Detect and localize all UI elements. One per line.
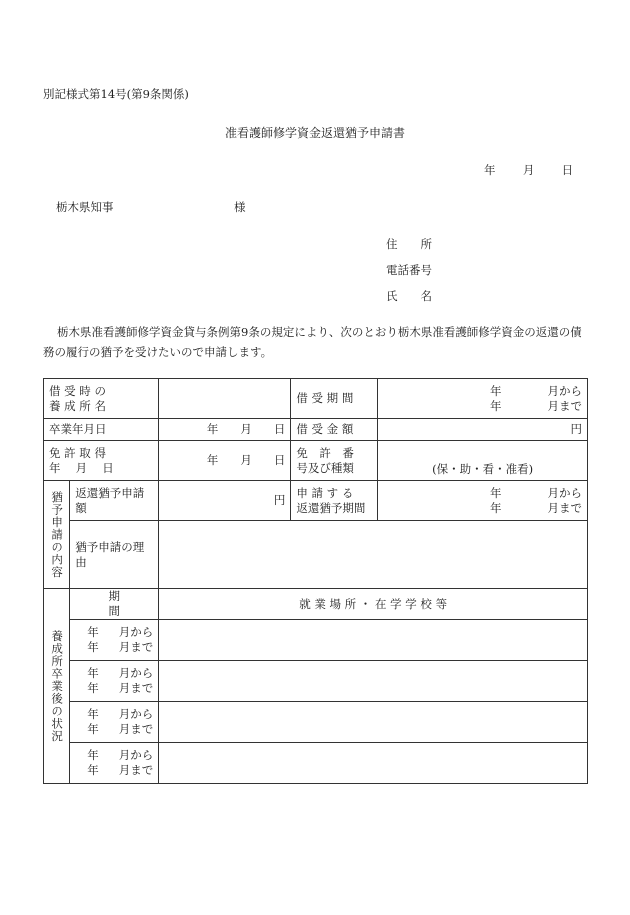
application-table [43, 378, 588, 784]
deferral-period-value[interactable]: 年 月から 年 月まで [378, 481, 588, 521]
deferral-section-label: 猶予申請の内容 [44, 481, 70, 589]
name-label: 氏 名 [386, 289, 432, 303]
graduation-date-label: 卒業年月日 [44, 419, 159, 441]
addressee: 栃木県知事 [56, 200, 114, 214]
period-header: 期 間 [70, 589, 159, 620]
graduation-date-value[interactable]: 年 月 日 [159, 419, 291, 441]
post-graduation-period[interactable]: 年 月から 年 月まで [70, 743, 159, 784]
post-graduation-period[interactable]: 年 月から 年 月まで [70, 661, 159, 702]
post-graduation-row [44, 743, 588, 784]
post-graduation-workplace[interactable] [159, 702, 588, 743]
post-graduation-row [44, 702, 588, 743]
date-month-label: 月 [522, 163, 535, 177]
deferral-amount-value[interactable]: 円 [159, 481, 291, 521]
deferral-period-label: 申 請 す る 返還猶予期間 [291, 481, 378, 521]
loan-amount-label: 借 受 金 額 [291, 419, 378, 441]
school-name-label: 借 受 時 の 養 成 所 名 [44, 379, 159, 419]
license-number-label: 免 許 番 号及び種類 [291, 441, 378, 481]
date-day-label: 日 [561, 163, 574, 177]
license-date-label: 免 許 取 得 年 月 日 [44, 441, 159, 481]
address-label: 住 所 [386, 237, 432, 251]
post-graduation-period[interactable]: 年 月から 年 月まで [70, 702, 159, 743]
date-year-label: 年 [484, 163, 496, 177]
loan-amount-value[interactable]: 円 [378, 419, 588, 441]
deferral-amount-label: 返還猶予申請額 [70, 481, 159, 521]
post-graduation-period[interactable]: 年 月から 年 月まで [70, 620, 159, 661]
post-graduation-row [44, 620, 588, 661]
phone-label: 電話番号 [386, 263, 432, 277]
form-title: 准看護師修学資金返還猶予申請書 [224, 126, 405, 140]
deferral-reason-label: 猶予申請の理由 [70, 521, 159, 589]
honorific: 様 [234, 200, 246, 214]
post-graduation-section-label: 養成所卒業後の状況 [44, 589, 70, 784]
post-graduation-workplace[interactable] [159, 743, 588, 784]
loan-period-label: 借 受 期 間 [291, 379, 378, 419]
license-date-value[interactable]: 年 月 日 [159, 441, 291, 481]
form-number: 別記様式第14号(第9条関係) [43, 87, 189, 101]
workplace-header: 就 業 場 所 ・ 在 学 学 校 等 [159, 589, 588, 620]
deferral-reason-value[interactable] [159, 521, 588, 589]
intro-text: 栃木県准看護師修学資金貸与条例第9条の規定により、次のとおり栃木県准看護師修学資金の返還の債務の履行の猶予を受けたいので申請します。 [43, 325, 582, 359]
post-graduation-workplace[interactable] [159, 620, 588, 661]
application-date [484, 162, 573, 178]
loan-period-value[interactable]: 年 月から 年 月まで [378, 379, 588, 419]
license-number-value[interactable]: (保・助・看・准看) [378, 441, 588, 481]
school-name-value[interactable] [159, 379, 291, 419]
post-graduation-row [44, 661, 588, 702]
post-graduation-workplace[interactable] [159, 661, 588, 702]
